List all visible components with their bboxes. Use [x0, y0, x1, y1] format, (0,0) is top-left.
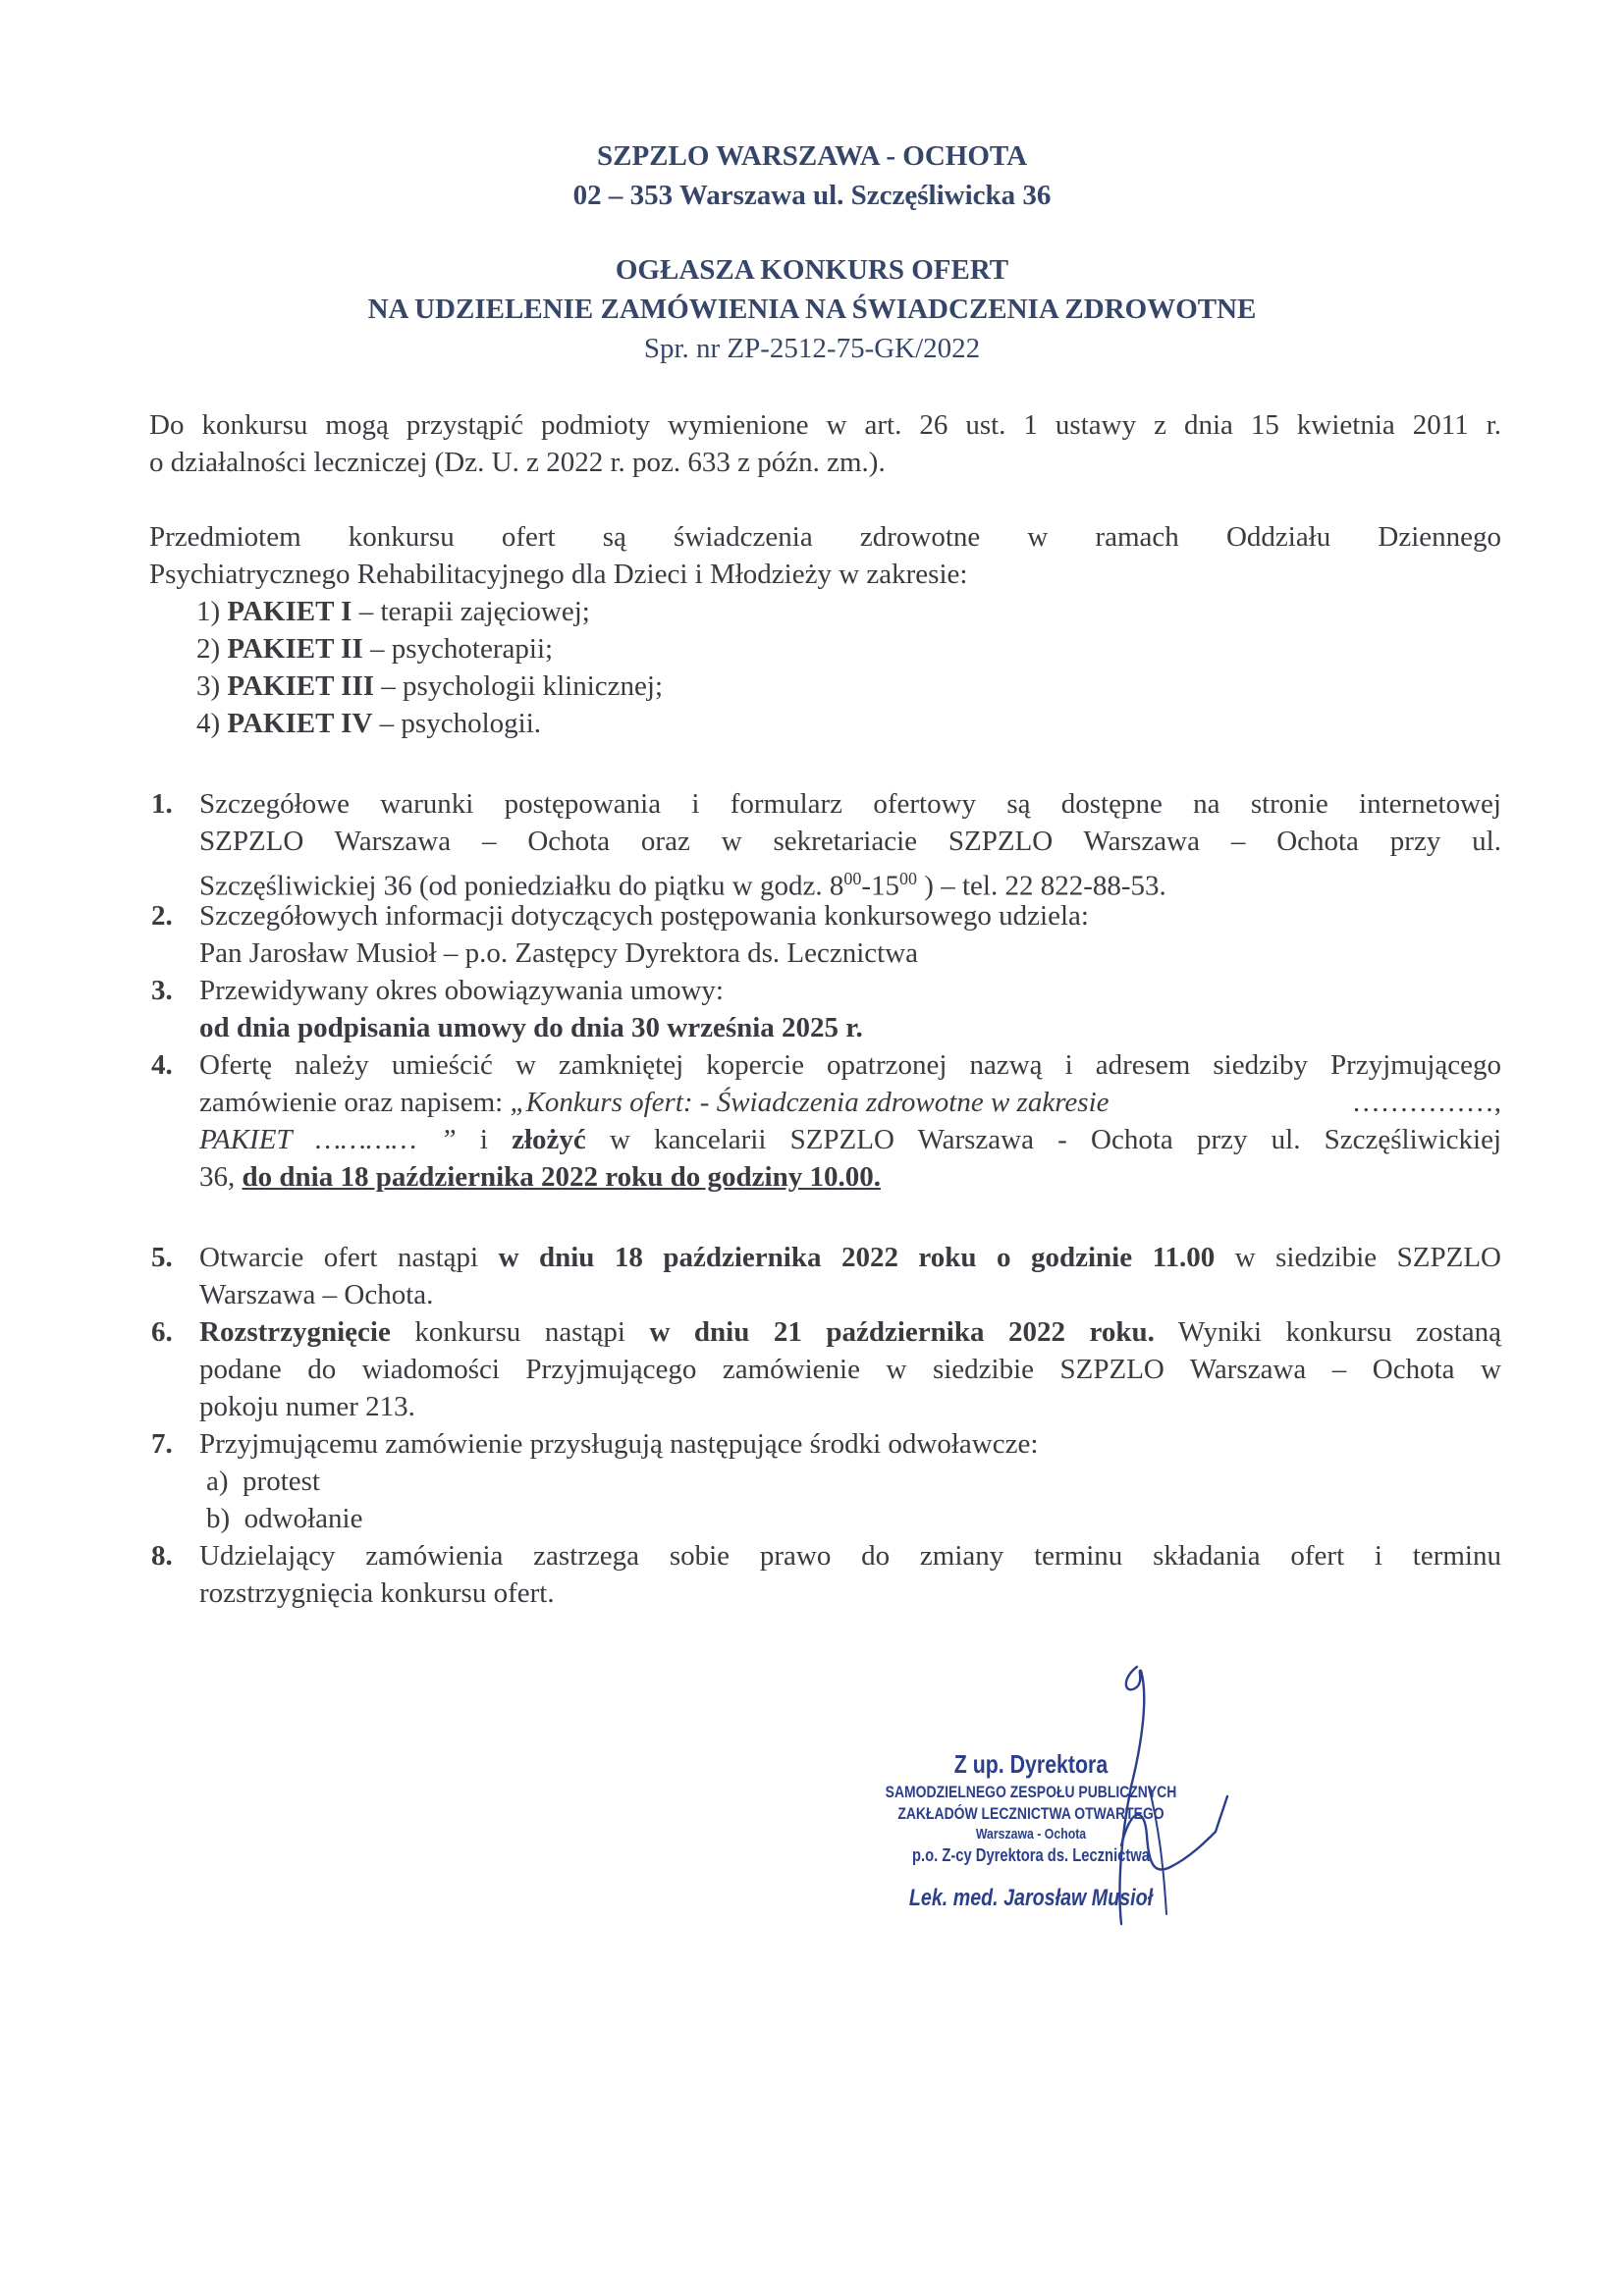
street-number: 36, [199, 1161, 243, 1193]
stamp-line-name: Lek. med. Jarosław Musioł [908, 1885, 1154, 1911]
item-number: 1. [151, 788, 173, 820]
phone-number: ) – tel. 22 822-88-53. [917, 870, 1166, 902]
org-name: SZPZLO WARSZAWA - OCHOTA [596, 140, 1028, 172]
resolution-intro: konkursu nastąpi [390, 1316, 650, 1348]
package-desc: – terapii zajęciowej; [352, 596, 590, 627]
stamp-line-institution: SAMODZIELNEGO ZESPOŁU PUBLICZNYCH [885, 1783, 1177, 1801]
resolution-label: Rozstrzygnięcie [199, 1316, 391, 1348]
item-6-line-1 [199, 1313, 1501, 1351]
envelope-label-text: „Konkurs ofert: - Świadczenia zdrowotne w zakresie [510, 1087, 1110, 1118]
package-number: 4) [196, 708, 221, 739]
submission-deadline: do dnia 18 października 2022 roku do godziny 10.00. [242, 1161, 881, 1193]
item-4-line-4 [199, 1158, 1501, 1196]
office-hours-text: Szczęśliwickiej 36 (od poniedziałku do piątku w godz. 8 [199, 870, 844, 902]
opening-date: w dniu 18 października 2022 roku o godzinie 11.00 [498, 1242, 1216, 1273]
package-name: PAKIET III [227, 670, 375, 702]
item-6-line-3: pokoju numer 213. [199, 1391, 415, 1422]
stamp-line-location: Warszawa - Ochota [975, 1826, 1087, 1842]
office-hours-end: -15 [861, 870, 900, 902]
item-8-line-2: rozstrzygnięcia konkursu ofert. [199, 1577, 555, 1609]
submit-verb: złożyć [512, 1124, 586, 1155]
package-item [196, 667, 663, 705]
remedy-item [206, 1463, 320, 1500]
package-item [196, 593, 590, 630]
superscript: 00 [843, 869, 862, 888]
item-number: 6. [151, 1316, 173, 1348]
remedy-letter: b) [206, 1503, 231, 1534]
case-number: Spr. nr ZP-2512-75-GK/2022 [643, 333, 981, 364]
item-2-line-2: Pan Jarosław Musioł – p.o. Zastępcy Dyrektora ds. Lecznictwa [199, 937, 919, 969]
item-number: 8. [151, 1540, 173, 1572]
item-2-line-1: Szczegółowych informacji dotyczących postępowania konkursowego udziela: [199, 900, 1089, 932]
item-1-line-2: SZPZLO Warszawa – Ochota oraz w sekretariacie SZPZLO Warszawa – Ochota przy ul. [199, 826, 1501, 857]
item-8-line-1: Udzielający zamówienia zastrzega sobie prawo do zmiany terminu składania ofert i terminu [199, 1540, 1501, 1572]
remedy-text: protest [243, 1466, 320, 1497]
package-name: PAKIET IV [227, 708, 373, 739]
results-intro: Wyniki konkursu zostaną [1154, 1316, 1501, 1348]
contract-period: od dnia podpisania umowy do dnia 30 września 2025 r. [199, 1012, 863, 1043]
item-1-line-1: Szczegółowe warunki postępowania i formularz ofertowy są dostępne na stronie internetowej [199, 788, 1501, 820]
official-stamp [825, 1639, 1276, 1993]
package-name: PAKIET I [227, 596, 352, 627]
package-placeholder: PAKIET ………… ” [199, 1124, 457, 1155]
intro-line-1: Do konkursu mogą przystąpić podmioty wymienione w art. 26 ust. 1 ustawy z dnia 15 kwietnia 2011 r. [149, 409, 1501, 441]
stamp-line-position: p.o. Z-cy Dyrektora ds. Lecznictwa [912, 1845, 1150, 1865]
office-location: w kancelarii SZPZLO Warszawa - Ochota przy ul. Szczęśliwickiej [585, 1124, 1502, 1155]
envelope-label-intro: zamówienie oraz napisem: [199, 1087, 511, 1118]
intro-line-2: o działalności leczniczej (Dz. U. z 2022 r. poz. 633 z późn. zm.). [149, 447, 886, 478]
item-number: 4. [151, 1049, 173, 1081]
package-desc: – psychologii. [372, 708, 542, 739]
package-number: 1) [196, 596, 221, 627]
item-number: 5. [151, 1242, 173, 1273]
org-address: 02 – 353 Warszawa ul. Szczęśliwicka 36 [572, 180, 1052, 211]
item-4-line-2 [199, 1084, 1501, 1121]
item-number: 7. [151, 1428, 173, 1460]
item-5-line-1 [199, 1239, 1501, 1276]
package-desc: – psychoterapii; [362, 633, 554, 665]
envelope-label-dots: ……………, [1351, 1087, 1501, 1118]
package-number: 3) [196, 670, 221, 702]
opening-intro: Otwarcie ofert nastąpi [199, 1242, 499, 1273]
item-4-line-3 [199, 1121, 1501, 1158]
package-number: 2) [196, 633, 221, 665]
item-7-line-1: Przyjmującemu zamówienie przysługują następujące środki odwoławcze: [199, 1428, 1039, 1460]
item-4-line-1: Ofertę należy umieścić w zamkniętej kopercie opatrzonej nazwą i adresem siedziby Przyjmującego [199, 1049, 1501, 1081]
stamp-line-institution-2: ZAKŁADÓW LECZNICTWA OTWARTEGO [897, 1804, 1164, 1823]
stamp-line-authorization: Z up. Dyrektora [953, 1749, 1109, 1779]
package-name: PAKIET II [227, 633, 363, 665]
handwritten-signature [825, 1639, 1276, 1993]
item-number: 3. [151, 975, 173, 1006]
remedy-letter: a) [206, 1466, 229, 1497]
remedy-text: odwołanie [244, 1503, 363, 1534]
item-5-line-2: Warszawa – Ochota. [199, 1279, 434, 1310]
connector-text: i [456, 1124, 513, 1155]
superscript: 00 [899, 869, 918, 888]
item-3-line-1: Przewidywany okres obowiązywania umowy: [199, 975, 724, 1006]
remedy-item [206, 1500, 362, 1537]
opening-location: w siedzibie SZPZLO [1215, 1242, 1501, 1273]
subject-line-1: Przedmiotem konkursu ofert są świadczenia zdrowotne w ramach Oddziału Dziennego [149, 521, 1501, 553]
item-number: 2. [151, 900, 173, 932]
package-item [196, 705, 541, 742]
package-desc: – psychologii klinicznej; [374, 670, 664, 702]
resolution-date: w dniu 21 października 2022 roku. [649, 1316, 1155, 1348]
announcement-subtitle: NA UDZIELENIE ZAMÓWIENIA NA ŚWIADCZENIA ZDROWOTNE [367, 294, 1257, 325]
announcement-title: OGŁASZA KONKURS OFERT [615, 254, 1009, 286]
subject-line-2: Psychiatrycznego Rehabilitacyjnego dla Dzieci i Młodzieży w zakresie: [149, 559, 968, 590]
package-item [196, 630, 553, 667]
item-6-line-2: podane do wiadomości Przyjmującego zamówienie w siedzibie SZPZLO Warszawa – Ochota w [199, 1354, 1501, 1385]
